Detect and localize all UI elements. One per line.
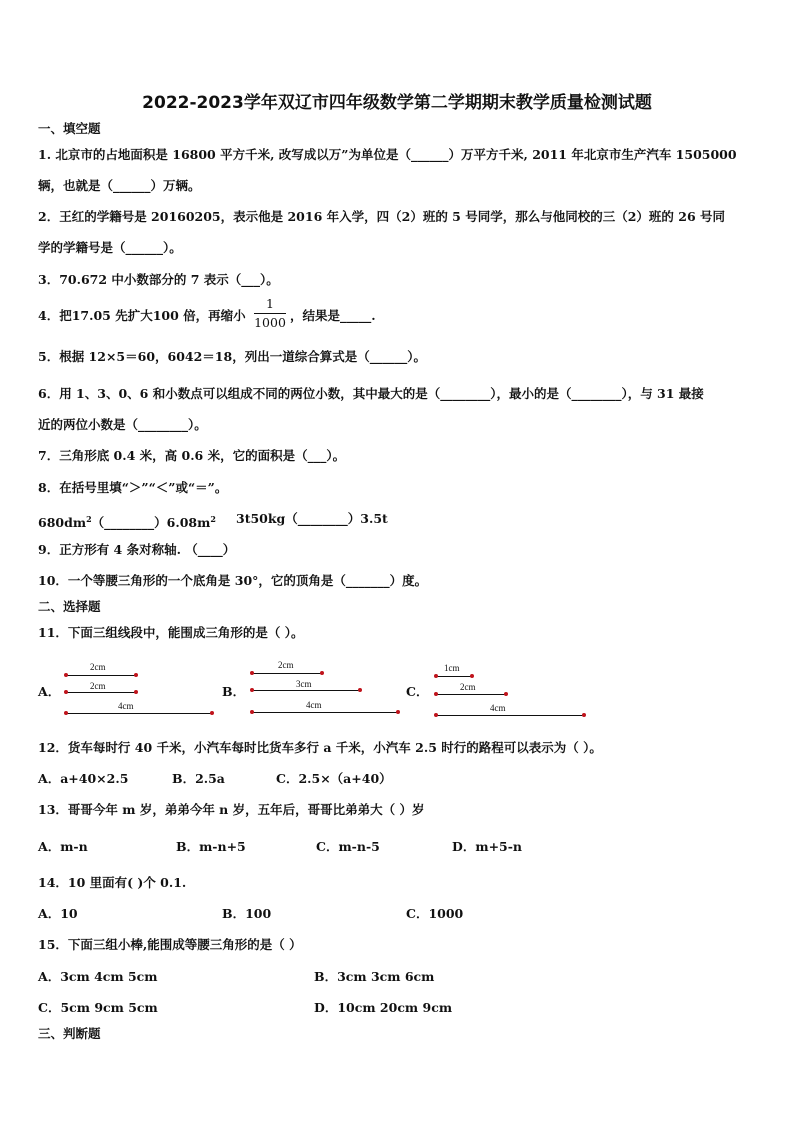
section-heading-fill-blank: 一、填空题: [38, 121, 101, 136]
segment-endpoint: [210, 711, 214, 715]
segment-length-label: 4cm: [490, 703, 506, 713]
question-13-option-b: B．m-n+5: [176, 839, 246, 854]
question-9: 9．正方形有 4 条对称轴. （____）: [38, 542, 236, 557]
line-segment: [252, 690, 360, 691]
segment-endpoint: [320, 671, 324, 675]
segment-endpoint: [64, 711, 68, 715]
segment-endpoint: [358, 688, 362, 692]
question-13-option-c: C．m-n-5: [316, 839, 380, 854]
option-a-label: A．: [38, 684, 61, 699]
segment-length-label: 4cm: [306, 700, 322, 710]
segment-endpoint: [134, 690, 138, 694]
question-15-stem: 15．下面三组小棒,能围成等腰三角形的是（ ）: [38, 937, 302, 952]
segment-endpoint: [250, 710, 254, 714]
question-11-stem: 11．下面三组线段中，能围成三角形的是（ ）。: [38, 625, 304, 640]
segment-endpoint: [434, 713, 438, 717]
question-14-stem: 14．10 里面有( )个 0.1.: [38, 875, 187, 890]
question-10: 10．一个等腰三角形的一个底角是 30°，它的顶角是（_______）度。: [38, 573, 428, 588]
question-1-line-2: 辆，也就是（______）万辆。: [38, 178, 201, 193]
question-14-option-a: A．10: [38, 906, 78, 921]
line-segment: [66, 692, 136, 693]
segment-length-label: 1cm: [444, 663, 460, 673]
question-2-line-2: 学的学籍号是（______）。: [38, 240, 182, 255]
fraction-denominator: 1000: [254, 315, 286, 330]
question-15-option-b: B．3cm 3cm 6cm: [314, 969, 435, 984]
segment-endpoint: [470, 674, 474, 678]
fraction-numerator: 1: [266, 296, 274, 311]
line-segment: [436, 676, 472, 677]
question-1-line-1: 1. 北京市的占地面积是 16800 平方千米, 改写成以万”为单位是（______）万平方千米, 2011 年北京市生产汽车 1505000: [38, 147, 737, 162]
segment-endpoint: [434, 692, 438, 696]
line-segment: [252, 673, 322, 674]
question-14-option-b: B．100: [222, 906, 272, 921]
line-segment: [436, 715, 584, 716]
question-13-option-a: A．m-n: [38, 839, 88, 854]
line-segment: [436, 694, 506, 695]
segment-endpoint: [434, 674, 438, 678]
question-3: 3．70.672 中小数部分的 7 表示（___）。: [38, 272, 279, 287]
question-12-option-a: A．a+40×2.5: [38, 771, 129, 786]
question-8-comparison-b: 3t50kg（________）3.5t: [236, 511, 388, 526]
question-4-before: 4．把17.05 先扩大100 倍，再缩小: [38, 308, 246, 323]
option-b-label: B．: [222, 684, 246, 699]
segment-endpoint: [396, 710, 400, 714]
segment-endpoint: [134, 673, 138, 677]
question-6-line-2: 近的两位小数是（________）。: [38, 417, 207, 432]
question-4-fraction: [254, 296, 286, 331]
question-4-after: ，结果是_____.: [290, 308, 376, 323]
question-2-line-1: 2．王红的学籍号是 20160205，表示他是 2016 年入学，四（2）班的 5 号同学，那么与他同校的三（2）班的 26 号同: [38, 209, 726, 224]
section-heading-multiple-choice: 二、选择题: [38, 599, 101, 614]
superscript: 2: [210, 514, 216, 524]
question-8-comparison-a: [38, 511, 216, 531]
question-7: 7．三角形底 0.4 米，高 0.6 米，它的面积是（___）。: [38, 448, 346, 463]
question-15-option-d: D．10cm 20cm 9cm: [314, 1000, 453, 1015]
question-14-option-c: C．1000: [406, 906, 464, 921]
line-segment: [66, 713, 212, 714]
question-12-option-c: C．2.5×（a+40）: [276, 771, 392, 786]
question-13-stem: 13．哥哥今年 m 岁，弟弟今年 n 岁，五年后，哥哥比弟弟大（ ）岁: [38, 802, 425, 817]
line-segment: [66, 675, 136, 676]
segment-endpoint: [504, 692, 508, 696]
superscript: 2: [86, 514, 92, 524]
comparison-a-right: （________）6.08m: [91, 515, 211, 531]
segment-length-label: 2cm: [90, 662, 106, 672]
segment-endpoint: [250, 688, 254, 692]
segment-endpoint: [64, 673, 68, 677]
line-segment: [252, 712, 398, 713]
comparison-a-left: 680dm: [38, 515, 87, 531]
segment-length-label: 2cm: [278, 660, 294, 670]
segment-length-label: 2cm: [460, 682, 476, 692]
option-c-label: C．: [406, 684, 429, 699]
segment-endpoint: [582, 713, 586, 717]
segment-length-label: 2cm: [90, 681, 106, 691]
question-8-stem: 8．在括号里填“＞”“＜”或“＝”。: [38, 480, 228, 495]
question-12-stem: 12．货车每时行 40 千米，小汽车每时比货车多行 a 千米，小汽车 2.5 时行的路程可以表示为（ ）。: [38, 740, 602, 755]
section-heading-true-false: 三、判断题: [38, 1026, 101, 1041]
segment-length-label: 3cm: [296, 679, 312, 689]
question-5: 5．根据 12×5＝60，6042＝18，列出一道综合算式是（______）。: [38, 349, 426, 364]
segment-length-label: 4cm: [118, 701, 134, 711]
question-13-option-d: D．m+5-n: [452, 839, 523, 854]
fraction-bar: [254, 313, 286, 314]
question-6-line-1: 6．用 1、3、0、6 和小数点可以组成不同的两位小数，其中最大的是（________），最小的是（________），与 31 最接: [38, 386, 704, 401]
segment-endpoint: [250, 671, 254, 675]
segment-endpoint: [64, 690, 68, 694]
page-title: 2022-2023学年双辽市四年级数学第二学期期末教学质量检测试题: [142, 93, 652, 113]
question-15-option-c: C．5cm 9cm 5cm: [38, 1000, 158, 1015]
question-15-option-a: A．3cm 4cm 5cm: [38, 969, 158, 984]
question-12-option-b: B．2.5a: [172, 771, 225, 786]
